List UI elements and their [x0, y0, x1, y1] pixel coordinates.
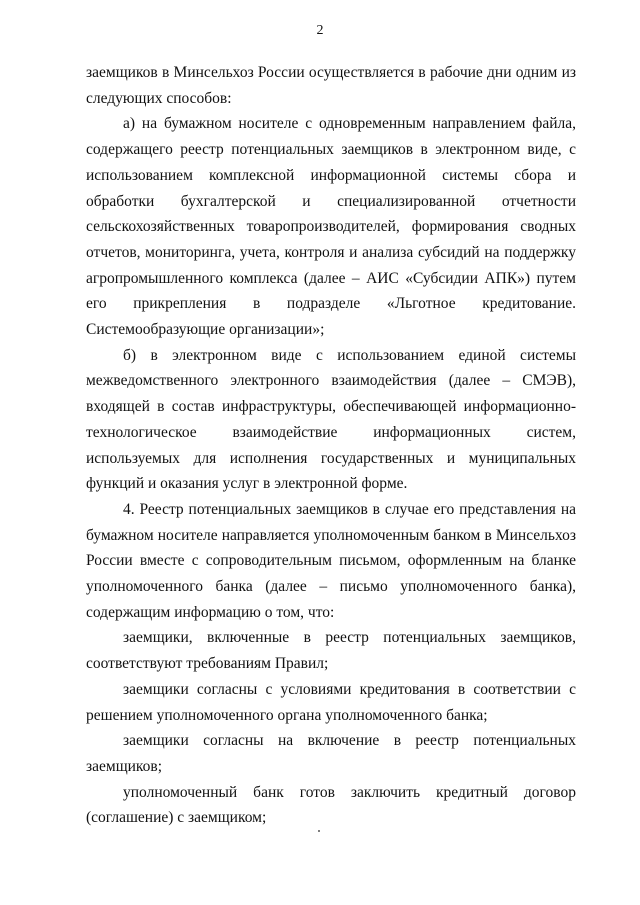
page-number: 2: [316, 23, 324, 38]
scan-speck: [318, 830, 320, 832]
paragraph-item-4-registry: 4. Реестр потенциальных заемщиков в случае его представления на бумажном носителе направляется уполномоченным банком в Минсельхоз России вместе с сопроводительным письмом, оформленным на бланке уполномоченного банка (далее – письмо уполномоченного банка), содержащим информацию о том, что:: [86, 500, 576, 621]
paragraph-method-b-electronic: б) в электронном виде с использованием единой системы межведомственного электронного взаимодействия (далее – СМЭВ), входящей в состав инфраструктуры, обеспечивающей информационно-технологическое взаимодействие информационных систем, используемых для исполнения государственных и муниципальных функций и оказания услуг в электронной форме.: [86, 346, 576, 493]
paragraph-submission-methods-intro: заемщиков в Минсельхоз России осуществляется в рабочие дни одним из следующих способов:: [86, 64, 576, 107]
paragraph-borrowers-agree-inclusion: заемщики согласны на включение в реестр потенциальных заемщиков;: [86, 732, 576, 775]
paragraph-bank-ready-to-sign: уполномоченный банк готов заключить кредитный договор (соглашение) с заемщиком;: [86, 783, 576, 827]
paragraph-borrowers-agree-terms: заемщики согласны с условиями кредитования в соответствии с решением уполномоченного органа уполномоченного банка;: [86, 680, 576, 724]
document-body: [86, 60, 576, 831]
paragraph-method-a-paper: а) на бумажном носителе с одновременным направлением файла, содержащего реестр потенциальных заемщиков в электронном виде, с использованием комплексной информационной системы сбора и обработки бухгалтерской и специализированной отчетности сельскохозяйственных товаропроизводителей, формирования сводных отчетов, мониторинга, учета, контроля и анализа субсидий на поддержку агропромышленного комплекса (далее – АИС «Субсидии АПК») путем его прикрепления в подразделе «Льготное кредитование. Системообразующие организации»;: [86, 115, 576, 339]
paragraph-borrowers-meet-rules: заемщики, включенные в реестр потенциальных заемщиков, соответствуют требованиям Правил;: [86, 629, 576, 673]
